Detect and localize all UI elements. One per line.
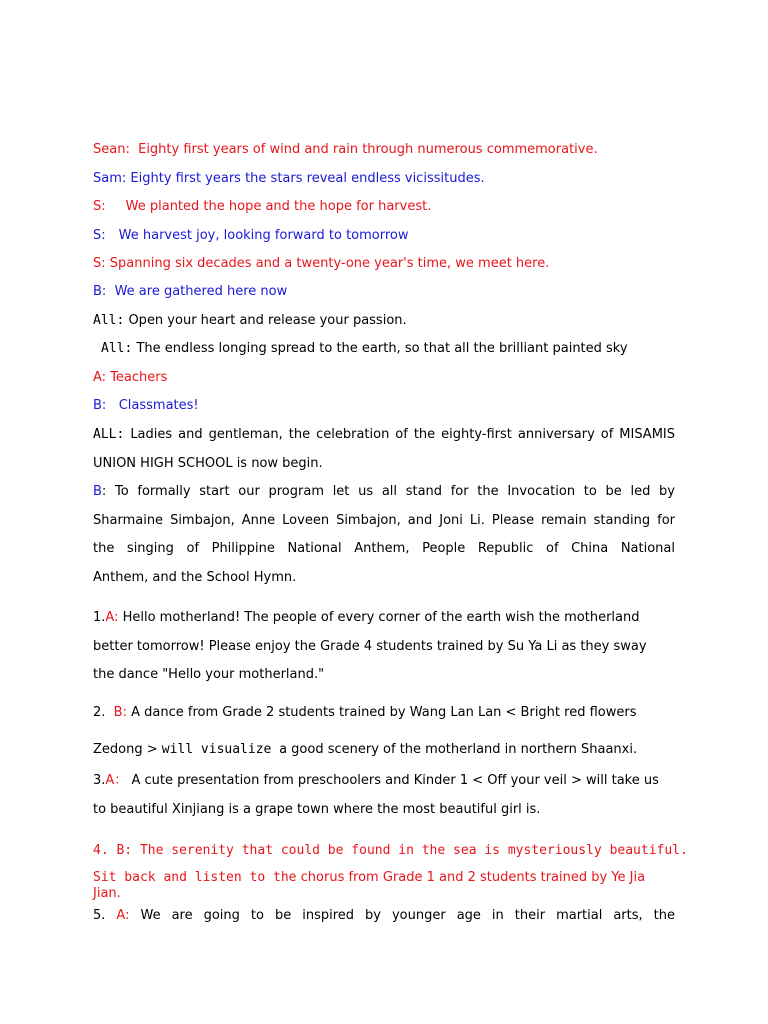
speaker-label: S: bbox=[93, 199, 106, 214]
line-text: Sit back and listen to the bbox=[93, 870, 297, 885]
script-line-sam bbox=[93, 169, 675, 189]
line-text: A dance from Grade 2 students trained by Wang Lan Lan < Bright red flowers bbox=[131, 705, 637, 720]
paragraph-line bbox=[93, 511, 675, 531]
line-text: the singing of Philippine National Anthem, People Republic of China National bbox=[93, 541, 675, 556]
line-text: Spanning six decades and a twenty-one year's time, we meet here. bbox=[109, 256, 550, 271]
script-line-all-2 bbox=[101, 339, 683, 359]
speaker-label: ALL: bbox=[93, 427, 125, 442]
line-text: Jian. bbox=[93, 886, 121, 901]
line-text: Eighty first years of wind and rain through numerous commemorative. bbox=[138, 142, 598, 157]
speaker-label: All: bbox=[93, 313, 125, 328]
line-text: The serenity that could be found in the sea is mysteriously beautiful. bbox=[139, 843, 688, 858]
paragraph-line bbox=[93, 665, 675, 685]
script-line-s-1 bbox=[93, 197, 675, 217]
line-text: will visualize a bbox=[161, 742, 288, 757]
line-text: the dance "Hello your motherland." bbox=[93, 667, 325, 682]
line-text: Anthem, and the School Hymn. bbox=[93, 570, 297, 585]
line-text: Teachers bbox=[110, 370, 168, 385]
speaker-label: B: bbox=[93, 284, 107, 299]
line-text: good scenery of the motherland in northern Shaanxi. bbox=[291, 742, 638, 757]
item-number: 5. bbox=[93, 908, 106, 923]
item-number: 2. bbox=[93, 705, 106, 720]
paragraph-line bbox=[93, 539, 675, 559]
speaker-label: A： bbox=[105, 773, 128, 788]
paragraph-line bbox=[93, 740, 675, 760]
line-text: better tomorrow! Please enjoy the Grade 4 students trained by Su Ya Li as they sway bbox=[93, 639, 647, 654]
line-text: Eighty first years the stars reveal endless vicissitudes. bbox=[130, 171, 485, 186]
line-text: UNION HIGH SCHOOL is now begin. bbox=[93, 456, 323, 471]
paragraph-line bbox=[93, 568, 675, 588]
script-line-sean bbox=[93, 140, 675, 160]
script-line-s-3 bbox=[93, 254, 675, 274]
line-text: Classmates! bbox=[118, 398, 199, 413]
speaker-label: Sean: bbox=[93, 142, 130, 157]
line-text: to beautiful Xinjiang is a grape town where the most beautiful girl is. bbox=[93, 802, 541, 817]
speaker-label: All: bbox=[101, 341, 133, 356]
line-text: We planted the hope and the hope for harvest. bbox=[125, 199, 432, 214]
line-text: Ladies and gentleman, the celebration of the eighty-first anniversary of MISAMIS bbox=[130, 427, 676, 442]
line-text: : To formally start our program let us all stand for the Invocation to be led by bbox=[101, 484, 675, 499]
speaker-label: S: bbox=[93, 256, 106, 271]
program-item-4 bbox=[93, 841, 688, 861]
line-text: A cute presentation from preschoolers and Kinder 1 < Off your veil > will take us bbox=[131, 773, 659, 788]
item-number: 1. bbox=[93, 610, 106, 625]
line-text: Hello motherland! The people of every corner of the earth wish the motherland bbox=[122, 610, 640, 625]
program-item-2 bbox=[93, 703, 675, 723]
script-line-b-classmates bbox=[93, 396, 675, 416]
line-text: Open your heart and release your passion. bbox=[128, 313, 407, 328]
program-item-1 bbox=[93, 608, 675, 628]
script-line-all-1 bbox=[93, 311, 675, 331]
program-item-3 bbox=[93, 771, 675, 791]
paragraph-line bbox=[93, 886, 675, 902]
speaker-label: S: bbox=[93, 228, 106, 243]
speaker-label: B: bbox=[116, 843, 133, 858]
speaker-label: B bbox=[93, 484, 102, 499]
item-number: 4. bbox=[93, 843, 109, 858]
script-line-a-teachers bbox=[93, 368, 675, 388]
line-text: chorus from Grade 1 and 2 students trained by Ye Jia bbox=[300, 870, 646, 885]
item-number: 3. bbox=[93, 773, 106, 788]
speaker-label: B: bbox=[93, 398, 107, 413]
speaker-label: Sam: bbox=[93, 171, 127, 186]
line-text: Zedong > bbox=[93, 742, 158, 757]
speaker-label: A: bbox=[116, 908, 130, 923]
line-text: We are gathered here now bbox=[114, 284, 288, 299]
line-text: Sharmaine Simbajon, Anne Loveen Simbajon, and Joni Li. Please remain standing for bbox=[93, 513, 675, 528]
line-text: We are going to be inspired by younger age in their martial arts, the bbox=[140, 908, 675, 923]
paragraph-line bbox=[93, 868, 675, 888]
speaker-label: B: bbox=[113, 705, 127, 720]
line-text: The endless longing spread to the earth, so that all the brilliant painted sky bbox=[136, 341, 628, 356]
paragraph-line bbox=[93, 800, 675, 820]
script-line-all-3 bbox=[93, 425, 675, 445]
paragraph-line bbox=[93, 454, 675, 474]
program-item-5 bbox=[93, 906, 675, 926]
speaker-label: A: bbox=[105, 610, 119, 625]
paragraph-line bbox=[93, 637, 675, 657]
script-line-b-invocation bbox=[93, 482, 675, 502]
line-text: We harvest joy, looking forward to tomorrow bbox=[118, 228, 409, 243]
script-line-b-1 bbox=[93, 282, 675, 302]
speaker-label: A: bbox=[93, 370, 107, 385]
script-line-s-2 bbox=[93, 226, 675, 246]
